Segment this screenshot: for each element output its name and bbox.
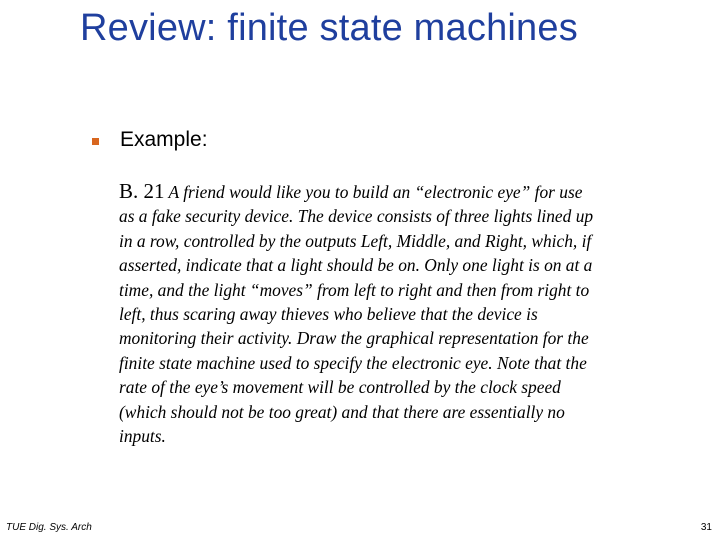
paragraph-line: finite state machine used to specify the electronic eye. Note that the [119,352,587,373]
bullet-text: Example: [120,128,208,151]
bullet-item [92,128,208,152]
paragraph-line: as a fake security device. The device consists of three lights lined up [119,206,594,227]
paragraph-line: rate of the eye’s movement will be controlled by the clock speed [119,377,561,398]
square-bullet-icon [92,138,99,145]
paragraph-line: inputs. [119,426,166,447]
paragraph-line [119,179,679,204]
paragraph-line: (which should not be too great) and that there are essentially no [119,401,565,422]
paragraph-line: time, and the light “moves” from left to right and then from right to [119,279,590,300]
slide-title: Review: finite state machines [80,7,578,49]
paragraph-line: monitoring their activity. Draw the graphical representation for the [119,328,589,349]
example-paragraph [119,179,679,448]
page-number: 31 [700,522,712,533]
paragraph-line: asserted, indicate that a light should be on. Only one light is on at a [119,255,593,276]
paragraph-line: in a row, controlled by the outputs Left, Middle, and Right, which, if [119,230,592,251]
paragraph-line: left, thus scaring away thieves who believe that the device is [119,304,538,325]
footer-course-label: TUE Dig. Sys. Arch [6,522,92,533]
paragraph-line-text: A friend would like you to build an “electronic eye” for use [164,182,583,202]
problem-reference: B. 21 [119,179,165,203]
